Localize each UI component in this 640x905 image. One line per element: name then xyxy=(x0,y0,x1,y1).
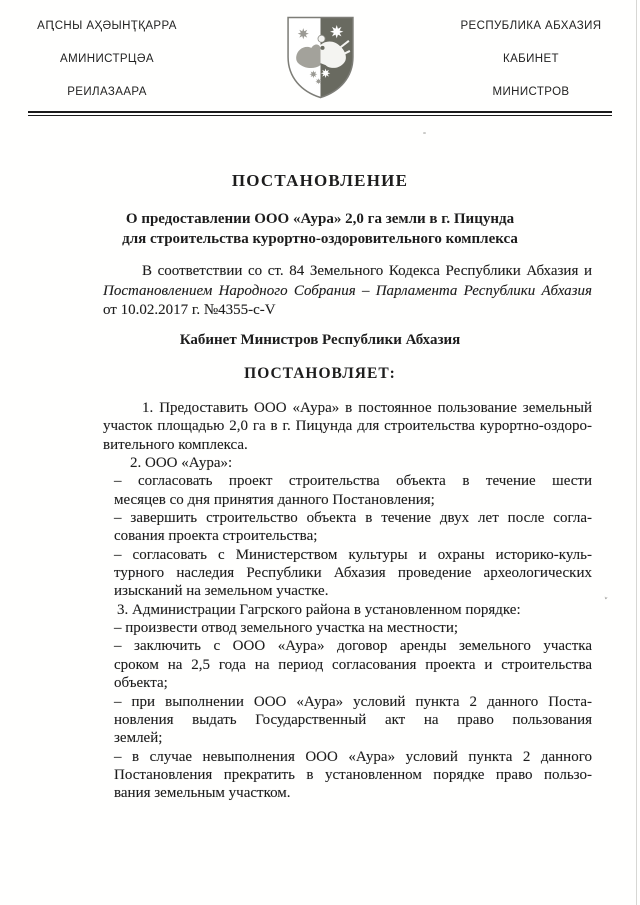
doc-line: – согласовать с Министерством культуры и охраны историко-куль- xyxy=(114,546,592,563)
doc-line: участок площадью 2,0 га в г. Пицунда для строительства курортно-оздоро- xyxy=(103,418,592,435)
intro-paragraph xyxy=(103,262,592,321)
doc-line: В соответствии со ст. 84 Земельного Кодекса Республики Абхазия и xyxy=(142,263,592,279)
doc-line: изысканий на земельном участке. xyxy=(114,583,329,600)
org-heading: Кабинет Министров Республики Абхазия xyxy=(179,332,461,348)
scan-artifact xyxy=(423,132,426,134)
header-line: РЕИЛАЗААРА xyxy=(67,86,147,98)
document-title: ПОСТАНОВЛЕНИЕ xyxy=(231,171,409,190)
abkhazia-coat-of-arms-icon xyxy=(283,14,358,101)
doc-line: 2. ООО «Аура»: xyxy=(130,455,233,472)
doc-line: – произвести отвод земельного участка на местности; xyxy=(114,620,459,637)
header-divider xyxy=(28,111,612,116)
resolution-body xyxy=(103,399,592,803)
doc-line: вительного комплекса. xyxy=(103,436,248,453)
header-line: РЕСПУБЛИКА АБХАЗИЯ xyxy=(460,20,602,32)
doc-line: – при выполнении ООО «Аура» условий пункта 2 данного Поста- xyxy=(114,693,592,710)
doc-line: от 10.02.2017 г. №4355-с-V xyxy=(103,302,276,318)
subtitle-line: для строительства курортно-оздоровительного комплекса xyxy=(122,231,518,247)
header-line: АМИНИСТРЦӘА xyxy=(60,53,154,65)
doc-line: землей; xyxy=(114,730,163,747)
doc-line: объекта; xyxy=(114,675,168,692)
doc-line: сования проекта строительства; xyxy=(114,528,318,545)
doc-line: 3. Администрации Гагрского района в установленном порядке: xyxy=(117,601,521,618)
doc-line: – в случае невыполнения ООО «Аура» условий пункта 2 данного xyxy=(114,748,592,765)
header-line: КАБИНЕТ xyxy=(503,53,559,65)
doc-line: Постановлением Народного Собрания – Парламента Республики Абхазия xyxy=(103,282,592,299)
doc-line: Постановления прекратить в установленном порядке право пользо- xyxy=(114,766,592,783)
doc-line: – согласовать проект строительства объекта в течение шести xyxy=(114,473,592,490)
doc-line: турного наследия Республики Абхазия проведение археологических xyxy=(114,565,592,582)
scan-edge-artifact xyxy=(636,0,637,905)
doc-line: вания земельным участком. xyxy=(114,785,291,802)
header-russian-text xyxy=(450,20,612,119)
header-line: АԤСНЫ АҲӘЫНҬҚАРРА xyxy=(37,20,177,32)
doc-line: новления выдать Государственный акт на право пользования xyxy=(114,711,592,728)
doc-line: сроком на 2,5 года на период согласования проекта и строительства xyxy=(114,656,592,673)
doc-line: – заключить с ООО «Аура» договор аренды земельного участка xyxy=(114,638,592,655)
document-subtitle xyxy=(0,209,640,249)
scan-artifact: ˬ xyxy=(603,589,610,601)
header-line: МИНИСТРОВ xyxy=(492,86,570,98)
resolve-heading: ПОСТАНОВЛЯЕТ: xyxy=(244,365,396,382)
doc-line: 1. Предоставить ООО «Аура» в постоянное пользование земельный xyxy=(142,400,592,416)
subtitle-line: О предоставлении ООО «Аура» 2,0 га земли в г. Пицунда xyxy=(125,211,515,227)
doc-line: – завершить строительство объекта в течение двух лет после согла- xyxy=(114,510,592,527)
doc-line: месяцев со дня принятия данного Постановления; xyxy=(114,491,435,508)
header-abkhaz-text xyxy=(24,20,190,119)
